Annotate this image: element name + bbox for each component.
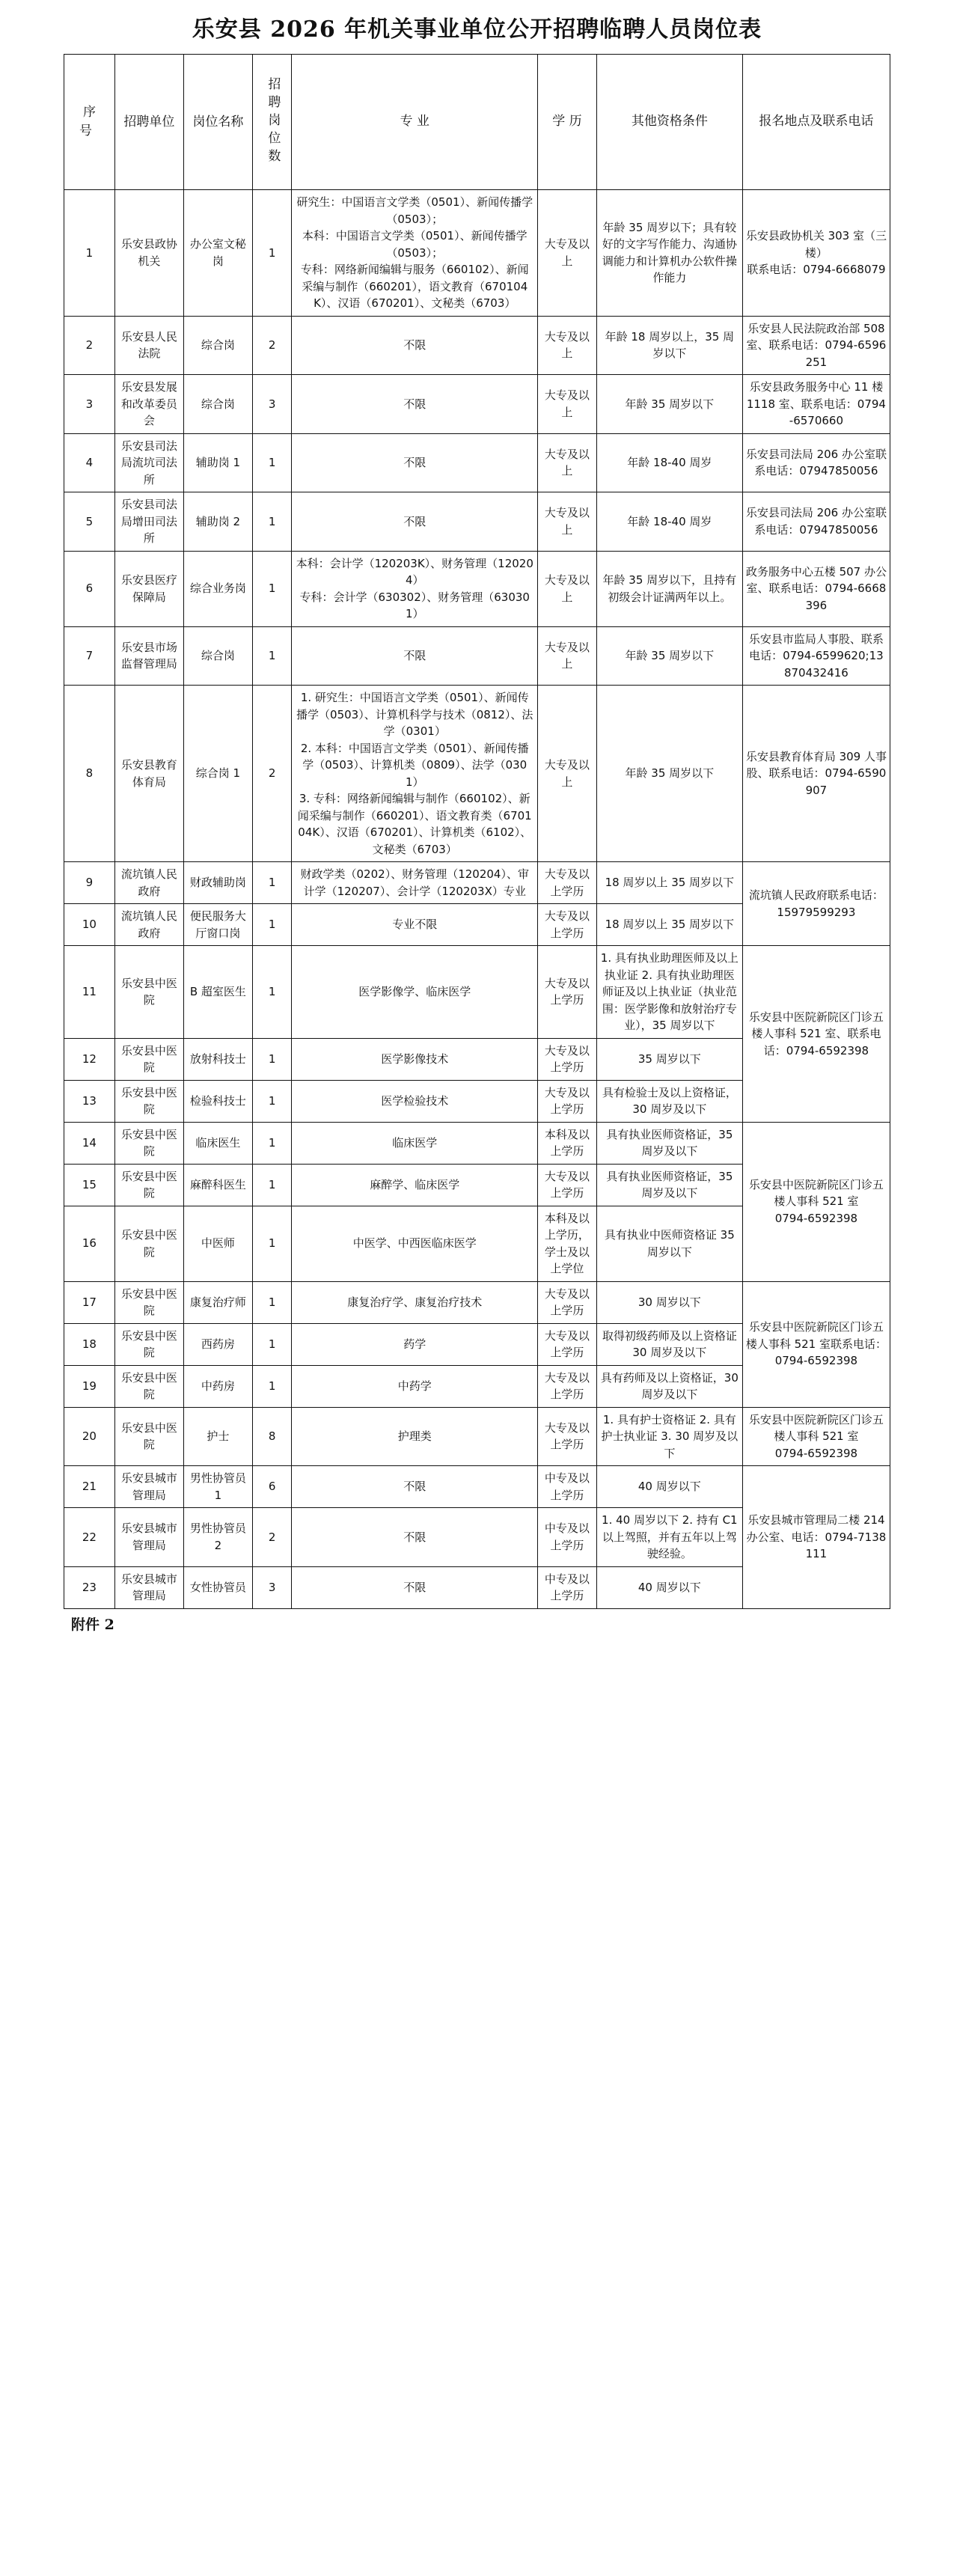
cell-recruiting-unit: 乐安县中医院 bbox=[114, 1080, 183, 1122]
cell-recruiting-unit: 乐安县教育体育局 bbox=[114, 686, 183, 862]
cell-post-name: 辅助岗 2 bbox=[183, 492, 252, 552]
cell-post-name: 综合岗 1 bbox=[183, 686, 252, 862]
cell-serial-number: 20 bbox=[64, 1407, 115, 1466]
cell-post-name: 便民服务大厅窗口岗 bbox=[183, 904, 252, 946]
cell-education: 大专及以上学历 bbox=[538, 904, 597, 946]
cell-post-count: 1 bbox=[252, 551, 292, 626]
cell-recruiting-unit: 乐安县中医院 bbox=[114, 1206, 183, 1281]
table-row bbox=[64, 1122, 890, 1164]
cell-recruiting-unit: 乐安县城市管理局 bbox=[114, 1566, 183, 1608]
cell-post-count: 1 bbox=[252, 862, 292, 904]
cell-recruiting-unit: 乐安县中医院 bbox=[114, 946, 183, 1039]
cell-education: 大专及以上 bbox=[538, 190, 597, 317]
cell-post-count: 6 bbox=[252, 1466, 292, 1508]
cell-serial-number: 9 bbox=[64, 862, 115, 904]
cell-serial-number: 16 bbox=[64, 1206, 115, 1281]
cell-serial-number: 10 bbox=[64, 904, 115, 946]
cell-major: 麻醉学、临床医学 bbox=[292, 1164, 538, 1206]
column-header-count-wrap bbox=[254, 59, 290, 185]
cell-contact: 乐安县政务服务中心 11 楼 1118 室、联系电话：0794-6570660 bbox=[742, 375, 890, 434]
cell-other-qualifications: 18 周岁以上 35 周岁以下 bbox=[596, 904, 742, 946]
cell-serial-number: 19 bbox=[64, 1365, 115, 1407]
cell-major: 医学检验技术 bbox=[292, 1080, 538, 1122]
cell-recruiting-unit: 乐安县人民法院 bbox=[114, 316, 183, 375]
cell-post-name: 综合岗 bbox=[183, 626, 252, 686]
table-row bbox=[64, 626, 890, 686]
cell-recruiting-unit: 乐安县医疗保障局 bbox=[114, 551, 183, 626]
column-header-education bbox=[538, 55, 597, 190]
cell-recruiting-unit: 乐安县城市管理局 bbox=[114, 1508, 183, 1567]
cell-education: 大专及以上学历 bbox=[538, 946, 597, 1039]
cell-post-count: 1 bbox=[252, 1323, 292, 1365]
cell-education: 大专及以上学历 bbox=[538, 1164, 597, 1206]
cell-education: 大专及以上学历 bbox=[538, 1365, 597, 1407]
cell-other-qualifications: 具有执业医师资格证，35 周岁及以下 bbox=[596, 1164, 742, 1206]
cell-serial-number: 11 bbox=[64, 946, 115, 1039]
cell-serial-number: 1 bbox=[64, 190, 115, 317]
cell-serial-number: 21 bbox=[64, 1466, 115, 1508]
cell-post-name: 放射科技士 bbox=[183, 1038, 252, 1080]
cell-major: 不限 bbox=[292, 1466, 538, 1508]
cell-major: 不限 bbox=[292, 626, 538, 686]
table-row bbox=[64, 1281, 890, 1323]
cell-major: 专业不限 bbox=[292, 904, 538, 946]
cell-post-count: 2 bbox=[252, 316, 292, 375]
cell-contact: 政务服务中心五楼 507 办公室、联系电话：0794-6668396 bbox=[742, 551, 890, 626]
cell-post-count: 1 bbox=[252, 626, 292, 686]
cell-recruiting-unit: 乐安县中医院 bbox=[114, 1323, 183, 1365]
cell-education: 本科及以上学历 bbox=[538, 1122, 597, 1164]
cell-major: 不限 bbox=[292, 492, 538, 552]
cell-education: 大专及以上学历 bbox=[538, 862, 597, 904]
cell-post-name: 护士 bbox=[183, 1407, 252, 1466]
cell-post-count: 1 bbox=[252, 190, 292, 317]
cell-serial-number: 17 bbox=[64, 1281, 115, 1323]
cell-serial-number: 14 bbox=[64, 1122, 115, 1164]
cell-recruiting-unit: 流坑镇人民政府 bbox=[114, 904, 183, 946]
cell-major: 不限 bbox=[292, 433, 538, 492]
cell-education: 大专及以上 bbox=[538, 492, 597, 552]
cell-post-name: 财政辅助岗 bbox=[183, 862, 252, 904]
column-header-no bbox=[64, 55, 115, 190]
cell-post-count: 3 bbox=[252, 1566, 292, 1608]
cell-post-count: 1 bbox=[252, 904, 292, 946]
cell-education: 大专及以上 bbox=[538, 433, 597, 492]
cell-post-name: B 超室医生 bbox=[183, 946, 252, 1039]
cell-major: 不限 bbox=[292, 1508, 538, 1567]
cell-post-name: 中医师 bbox=[183, 1206, 252, 1281]
table-row bbox=[64, 946, 890, 1039]
table-row bbox=[64, 551, 890, 626]
cell-serial-number: 3 bbox=[64, 375, 115, 434]
cell-major: 中医学、中西医临床医学 bbox=[292, 1206, 538, 1281]
cell-other-qualifications: 年龄 35 周岁以下 bbox=[596, 375, 742, 434]
cell-other-qualifications: 具有执业医师资格证，35 周岁及以下 bbox=[596, 1122, 742, 1164]
cell-major: 中药学 bbox=[292, 1365, 538, 1407]
cell-education: 中专及以上学历 bbox=[538, 1566, 597, 1608]
cell-serial-number: 5 bbox=[64, 492, 115, 552]
cell-contact: 乐安县中医院新院区门诊五楼人事科 521 室 0794-6592398 bbox=[742, 1407, 890, 1466]
cell-other-qualifications: 年龄 35 周岁以下 bbox=[596, 626, 742, 686]
cell-post-name: 辅助岗 1 bbox=[183, 433, 252, 492]
cell-major: 临床医学 bbox=[292, 1122, 538, 1164]
cell-serial-number: 23 bbox=[64, 1566, 115, 1608]
cell-serial-number: 22 bbox=[64, 1508, 115, 1567]
cell-other-qualifications: 具有药师及以上资格证，30 周岁及以下 bbox=[596, 1365, 742, 1407]
table-row bbox=[64, 433, 890, 492]
cell-contact: 乐安县城市管理局二楼 214 办公室、电话：0794-7138111 bbox=[742, 1466, 890, 1609]
page-title: 乐安县 2026 年机关事业单位公开招聘临聘人员岗位表 bbox=[192, 16, 762, 43]
header-row bbox=[64, 55, 890, 190]
cell-recruiting-unit: 乐安县发展和改革委员会 bbox=[114, 375, 183, 434]
cell-post-name: 男性协管员 1 bbox=[183, 1466, 252, 1508]
cell-major: 本科：会计学（120203K）、财务管理（120204） 专科：会计学（630302）、财务管理（630301） bbox=[292, 551, 538, 626]
table-row bbox=[64, 375, 890, 434]
cell-major: 不限 bbox=[292, 1566, 538, 1608]
cell-education: 大专及以上学历 bbox=[538, 1038, 597, 1080]
cell-recruiting-unit: 乐安县中医院 bbox=[114, 1038, 183, 1080]
cell-other-qualifications: 35 周岁以下 bbox=[596, 1038, 742, 1080]
cell-major: 不限 bbox=[292, 316, 538, 375]
cell-post-count: 2 bbox=[252, 686, 292, 862]
cell-post-count: 1 bbox=[252, 1206, 292, 1281]
cell-other-qualifications: 具有检验士及以上资格证，30 周岁及以下 bbox=[596, 1080, 742, 1122]
cell-serial-number: 8 bbox=[64, 686, 115, 862]
cell-post-count: 1 bbox=[252, 946, 292, 1039]
cell-post-name: 综合业务岗 bbox=[183, 551, 252, 626]
table-row bbox=[64, 1466, 890, 1508]
cell-other-qualifications: 年龄 35 周岁以下 bbox=[596, 686, 742, 862]
cell-major: 财政学类（0202）、财务管理（120204）、审计学（120207）、会计学（120203X）专业 bbox=[292, 862, 538, 904]
column-header-unit-label: 招聘单位 bbox=[123, 114, 175, 129]
recruitment-table bbox=[64, 54, 890, 1609]
cell-post-name: 女性协管员 bbox=[183, 1566, 252, 1608]
cell-post-name: 检验科技士 bbox=[183, 1080, 252, 1122]
cell-contact: 乐安县司法局 206 办公室联系电话：07947850056 bbox=[742, 433, 890, 492]
cell-education: 大专及以上 bbox=[538, 686, 597, 862]
cell-post-name: 综合岗 bbox=[183, 375, 252, 434]
cell-other-qualifications: 40 周岁以下 bbox=[596, 1466, 742, 1508]
attachment-note: 附件 2 bbox=[71, 1616, 114, 1633]
cell-post-name: 办公室文秘岗 bbox=[183, 190, 252, 317]
table-row bbox=[64, 686, 890, 862]
cell-post-count: 2 bbox=[252, 1508, 292, 1567]
cell-other-qualifications: 40 周岁以下 bbox=[596, 1566, 742, 1608]
cell-other-qualifications: 18 周岁以上 35 周岁以下 bbox=[596, 862, 742, 904]
cell-post-count: 8 bbox=[252, 1407, 292, 1466]
column-header-count bbox=[252, 55, 292, 190]
cell-contact: 乐安县教育体育局 309 人事股、联系电话：0794-6590907 bbox=[742, 686, 890, 862]
cell-post-name: 西药房 bbox=[183, 1323, 252, 1365]
cell-serial-number: 15 bbox=[64, 1164, 115, 1206]
cell-major: 药学 bbox=[292, 1323, 538, 1365]
table-row bbox=[64, 190, 890, 317]
cell-serial-number: 2 bbox=[64, 316, 115, 375]
cell-serial-number: 13 bbox=[64, 1080, 115, 1122]
cell-education: 中专及以上学历 bbox=[538, 1508, 597, 1567]
cell-recruiting-unit: 乐安县市场监督管理局 bbox=[114, 626, 183, 686]
cell-contact: 乐安县中医院新院区门诊五楼人事科 521 室、联系电话：0794-6592398 bbox=[742, 946, 890, 1123]
cell-post-name: 男性协管员 2 bbox=[183, 1508, 252, 1567]
cell-education: 大专及以上 bbox=[538, 375, 597, 434]
column-header-contact-label: 报名地点及联系电话 bbox=[759, 114, 874, 129]
cell-post-count: 1 bbox=[252, 1164, 292, 1206]
cell-contact: 流坑镇人民政府联系电话：15979599293 bbox=[742, 862, 890, 946]
column-header-major bbox=[292, 55, 538, 190]
cell-recruiting-unit: 乐安县中医院 bbox=[114, 1365, 183, 1407]
cell-education: 大专及以上学历 bbox=[538, 1080, 597, 1122]
cell-major: 医学影像技术 bbox=[292, 1038, 538, 1080]
cell-post-count: 1 bbox=[252, 1281, 292, 1323]
cell-recruiting-unit: 乐安县司法局流坑司法所 bbox=[114, 433, 183, 492]
cell-other-qualifications: 年龄 35 周岁以下，且持有初级会计证满两年以上。 bbox=[596, 551, 742, 626]
cell-major: 研究生：中国语言文学类（0501）、新闻传播学（0503）； 本科：中国语言文学类（0501）、新闻传播学（0503）； 专科：网络新闻编辑与服务（660102）、新闻采编与制作（660201），语文教育（670104K）、汉语（670201）、文秘类（6703） bbox=[292, 190, 538, 317]
cell-other-qualifications: 年龄 35 周岁以下；具有较好的文字写作能力、沟通协调能力和计算机办公软件操作能力 bbox=[596, 190, 742, 317]
cell-other-qualifications: 1. 40 周岁以下 2. 持有 C1 以上驾照，并有五年以上驾驶经验。 bbox=[596, 1508, 742, 1567]
cell-serial-number: 7 bbox=[64, 626, 115, 686]
cell-post-count: 1 bbox=[252, 1080, 292, 1122]
cell-education: 大专及以上学历 bbox=[538, 1407, 597, 1466]
cell-post-name: 康复治疗师 bbox=[183, 1281, 252, 1323]
cell-other-qualifications: 取得初级药师及以上资格证 30 周岁及以下 bbox=[596, 1323, 742, 1365]
cell-education: 大专及以上 bbox=[538, 316, 597, 375]
cell-other-qualifications: 年龄 18-40 周岁 bbox=[596, 492, 742, 552]
cell-recruiting-unit: 乐安县司法局增田司法所 bbox=[114, 492, 183, 552]
cell-post-count: 3 bbox=[252, 375, 292, 434]
cell-recruiting-unit: 乐安县中医院 bbox=[114, 1281, 183, 1323]
cell-major: 医学影像学、临床医学 bbox=[292, 946, 538, 1039]
cell-post-count: 1 bbox=[252, 492, 292, 552]
table-row bbox=[64, 862, 890, 904]
column-header-contact bbox=[742, 55, 890, 190]
cell-post-count: 1 bbox=[252, 1122, 292, 1164]
cell-contact: 乐安县中医院新院区门诊五楼人事科 521 室联系电话：0794-6592398 bbox=[742, 1281, 890, 1407]
cell-education: 大专及以上 bbox=[538, 551, 597, 626]
cell-education: 大专及以上学历 bbox=[538, 1281, 597, 1323]
cell-other-qualifications: 1. 具有执业助理医师及以上执业证 2. 具有执业助理医师证及以上执业证（执业范围：医学影像和放射治疗专业），35 周岁以下 bbox=[596, 946, 742, 1039]
cell-post-name: 麻醉科医生 bbox=[183, 1164, 252, 1206]
cell-post-name: 临床医生 bbox=[183, 1122, 252, 1164]
table-row bbox=[64, 1407, 890, 1466]
cell-recruiting-unit: 乐安县政协机关 bbox=[114, 190, 183, 317]
cell-recruiting-unit: 乐安县中医院 bbox=[114, 1164, 183, 1206]
column-header-education-label: 学 历 bbox=[552, 114, 582, 129]
column-header-unit bbox=[114, 55, 183, 190]
column-header-major-label: 专 业 bbox=[400, 114, 429, 129]
cell-other-qualifications: 30 周岁以下 bbox=[596, 1281, 742, 1323]
cell-education: 本科及以上学历，学士及以上学位 bbox=[538, 1206, 597, 1281]
column-header-post-label: 岗位名称 bbox=[192, 114, 244, 129]
cell-recruiting-unit: 流坑镇人民政府 bbox=[114, 862, 183, 904]
column-header-other bbox=[596, 55, 742, 190]
cell-recruiting-unit: 乐安县中医院 bbox=[114, 1122, 183, 1164]
cell-other-qualifications: 具有执业中医师资格证 35 周岁以下 bbox=[596, 1206, 742, 1281]
cell-contact: 乐安县市监局人事股、联系电话：0794-6599620;13870432416 bbox=[742, 626, 890, 686]
cell-major: 护理类 bbox=[292, 1407, 538, 1466]
cell-other-qualifications: 1. 具有护士资格证 2. 具有护士执业证 3. 30 周岁及以下 bbox=[596, 1407, 742, 1466]
cell-major: 1. 研究生：中国语言文学类（0501）、新闻传播学（0503）、计算机科学与技术（0812）、法学（0301） 2. 本科：中国语言文学类（0501）、新闻传播学（0503）、计算机类（0809）、法学（0301） 3. 专科：网络新闻编辑与制作（660102）、新闻采编与制作（660201）、语文教育类（670104K）、汉语（670201）、计算机类（6102）、文秘类（6703） bbox=[292, 686, 538, 862]
column-header-no-label: 序 号 bbox=[79, 104, 103, 138]
cell-post-count: 1 bbox=[252, 433, 292, 492]
cell-other-qualifications: 年龄 18 周岁以上，35 周岁以下 bbox=[596, 316, 742, 375]
cell-post-count: 1 bbox=[252, 1038, 292, 1080]
cell-serial-number: 6 bbox=[64, 551, 115, 626]
cell-recruiting-unit: 乐安县城市管理局 bbox=[114, 1466, 183, 1508]
cell-education: 中专及以上学历 bbox=[538, 1466, 597, 1508]
cell-contact: 乐安县司法局 206 办公室联系电话：07947850056 bbox=[742, 492, 890, 552]
table-row bbox=[64, 492, 890, 552]
cell-education: 大专及以上 bbox=[538, 626, 597, 686]
cell-major: 康复治疗学、康复治疗技术 bbox=[292, 1281, 538, 1323]
column-header-count-label: 招聘岗位数 bbox=[265, 77, 281, 167]
cell-post-name: 综合岗 bbox=[183, 316, 252, 375]
cell-major: 不限 bbox=[292, 375, 538, 434]
table-body bbox=[64, 190, 890, 1609]
cell-serial-number: 12 bbox=[64, 1038, 115, 1080]
cell-serial-number: 18 bbox=[64, 1323, 115, 1365]
cell-post-count: 1 bbox=[252, 1365, 292, 1407]
table-row bbox=[64, 316, 890, 375]
cell-contact: 乐安县政协机关 303 室（三楼） 联系电话：0794-6668079 bbox=[742, 190, 890, 317]
cell-recruiting-unit: 乐安县中医院 bbox=[114, 1407, 183, 1466]
cell-contact: 乐安县人民法院政治部 508 室、联系电话：0794-6596251 bbox=[742, 316, 890, 375]
cell-other-qualifications: 年龄 18-40 周岁 bbox=[596, 433, 742, 492]
cell-serial-number: 4 bbox=[64, 433, 115, 492]
column-header-other-label: 其他资格条件 bbox=[631, 114, 708, 129]
column-header-post bbox=[183, 55, 252, 190]
cell-education: 大专及以上学历 bbox=[538, 1323, 597, 1365]
table-header bbox=[64, 55, 890, 190]
cell-post-name: 中药房 bbox=[183, 1365, 252, 1407]
cell-contact: 乐安县中医院新院区门诊五楼人事科 521 室 0794-6592398 bbox=[742, 1122, 890, 1281]
